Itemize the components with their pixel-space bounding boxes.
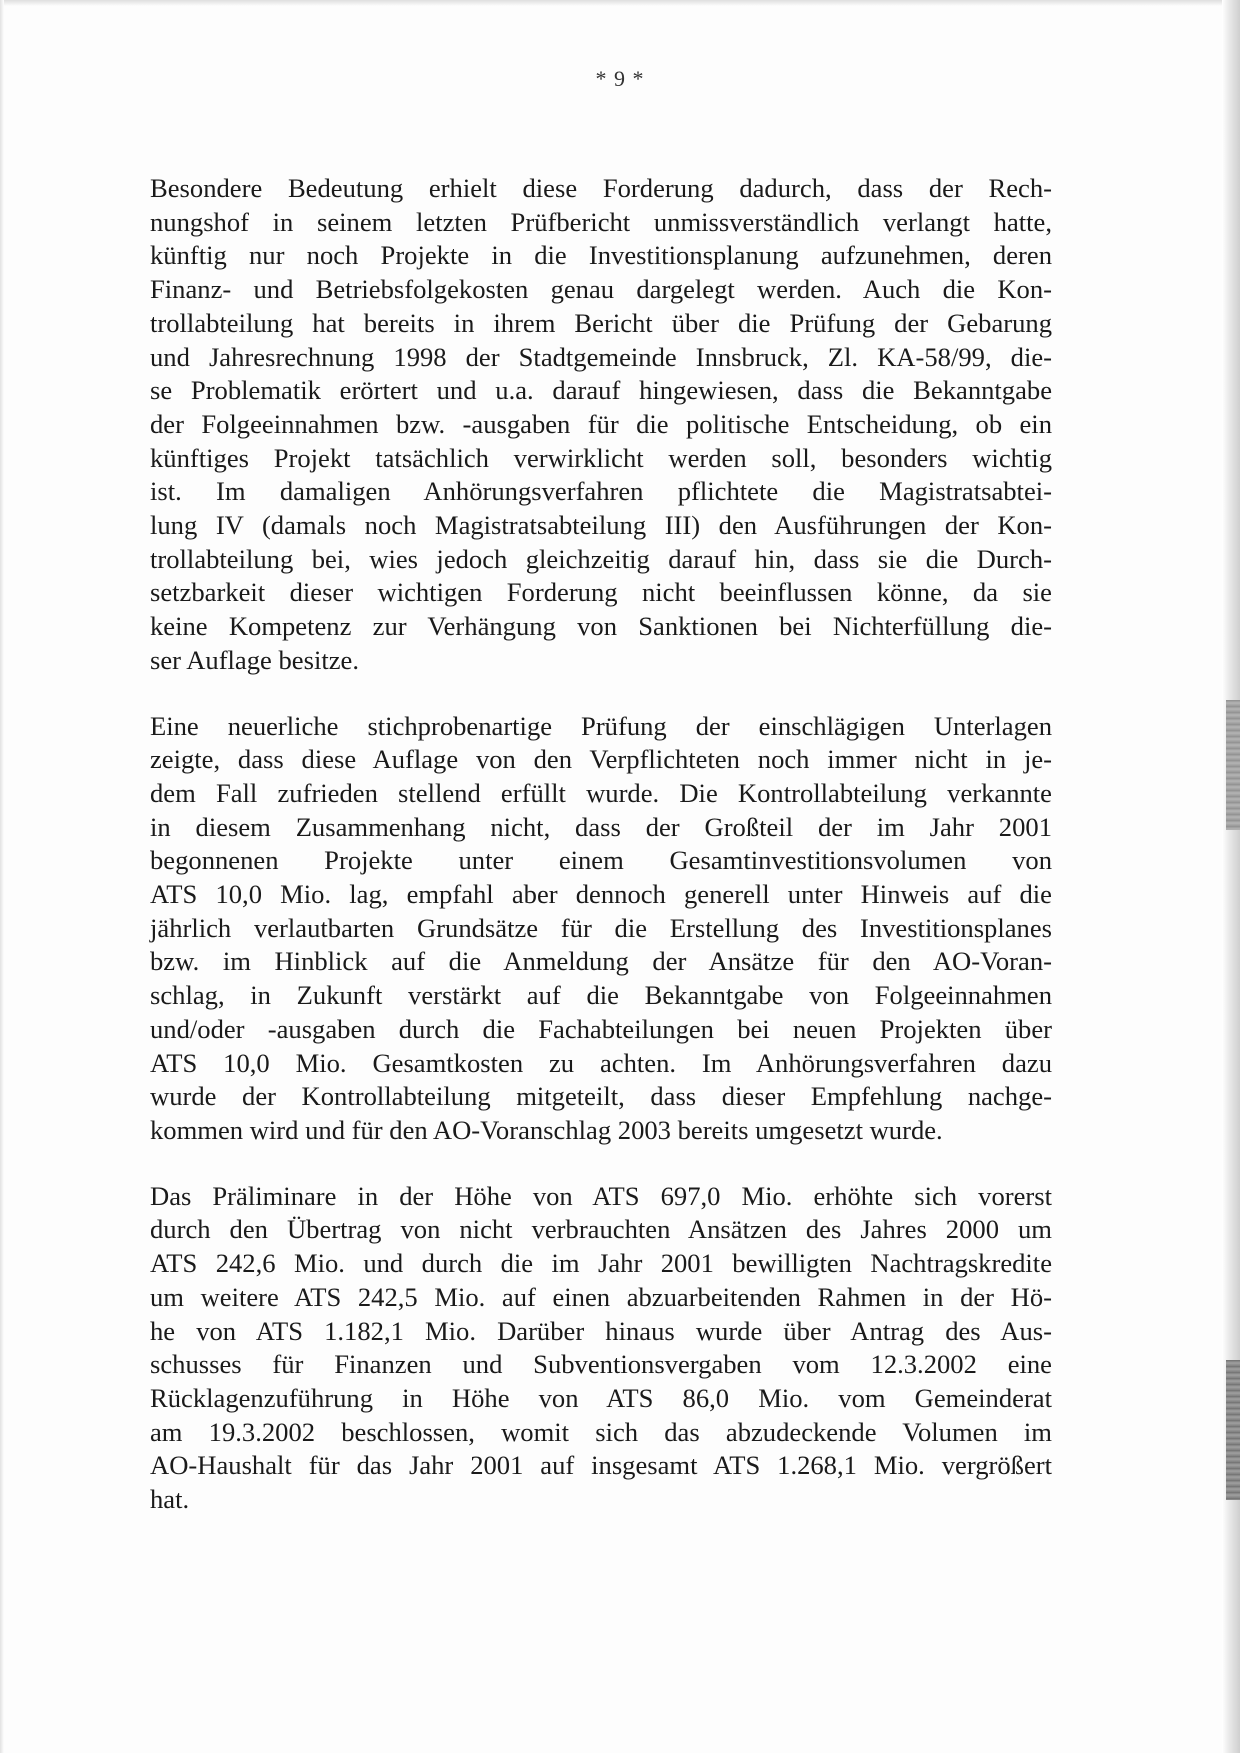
text-line: trollabteilung hat bereits in ihrem Bericht über die Prüfung der Gebarung	[150, 307, 1052, 338]
text-line: Rücklagenzuführung in Höhe von ATS 86,0 Mio. vom Gemeinderat	[150, 1382, 1052, 1413]
text-line: der Folgeeinnahmen bzw. -ausgaben für die politische Entscheidung, ob ein	[150, 408, 1052, 439]
text-line: wurde der Kontrollabteilung mitgeteilt, dass dieser Empfehlung nachge-	[150, 1081, 1052, 1112]
text-line: in diesem Zusammenhang nicht, dass der Großteil der im Jahr 2001	[150, 811, 1052, 842]
text-line: ATS 10,0 Mio. Gesamtkosten zu achten. Im Anhörungsverfahren dazu	[150, 1047, 1052, 1078]
text-line: jährlich verlautbarten Grundsätze für die Erstellung des Investitionsplanes	[150, 912, 1052, 943]
text-line: Besondere Bedeutung erhielt diese Forderung dadurch, dass der Rech-	[150, 173, 1052, 203]
text-line: schusses für Finanzen und Subventionsvergaben vom 12.3.2002 eine	[150, 1349, 1052, 1380]
text-line: künftig nur noch Projekte in die Investitionsplanung aufzunehmen, deren	[150, 240, 1052, 271]
page-number: * 9 *	[595, 66, 645, 91]
text-line: trollabteilung bei, wies jedoch gleichzeitig darauf hin, dass sie die Durch-	[150, 543, 1052, 574]
text-line: ATS 242,6 Mio. und durch die im Jahr 2001 bewilligten Nachtragskredite	[150, 1248, 1052, 1279]
text-line: he von ATS 1.182,1 Mio. Darüber hinaus wurde über Antrag des Aus-	[150, 1315, 1052, 1346]
paragraph-1	[150, 172, 1052, 678]
paragraph-2	[150, 710, 1052, 1148]
text-line: nungshof in seinem letzten Prüfbericht unmissverständlich verlangt hatte,	[150, 206, 1052, 237]
text-line: durch den Übertrag von nicht verbrauchten Ansätzen des Jahres 2000 um	[150, 1214, 1052, 1245]
scan-edge-top	[0, 0, 1240, 6]
document-body	[150, 172, 1052, 1549]
text-line: und Jahresrechnung 1998 der Stadtgemeinde Innsbruck, Zl. KA-58/99, die-	[150, 341, 1052, 372]
text-line: ser Auflage besitze.	[150, 644, 359, 675]
text-line: AO-Haushalt für das Jahr 2001 auf insgesamt ATS 1.268,1 Mio. vergrößert	[150, 1450, 1052, 1481]
text-line: um weitere ATS 242,5 Mio. auf einen abzuarbeitenden Rahmen in der Hö-	[150, 1281, 1052, 1312]
text-line: Das Präliminare in der Höhe von ATS 697,0 Mio. erhöhte sich vorerst	[150, 1180, 1052, 1211]
text-line: kommen wird und für den AO-Voranschlag 2003 bereits umgesetzt wurde.	[150, 1114, 943, 1145]
text-line: am 19.3.2002 beschlossen, womit sich das abzudeckende Volumen im	[150, 1416, 1052, 1447]
text-line: ist. Im damaligen Anhörungsverfahren pflichtete die Magistratsabtei-	[150, 476, 1052, 507]
text-line: lung IV (damals noch Magistratsabteilung III) den Ausführungen der Kon-	[150, 510, 1052, 541]
text-line: Eine neuerliche stichprobenartige Prüfung der einschlägigen Unterlagen	[150, 710, 1052, 741]
text-line: schlag, in Zukunft verstärkt auf die Bekanntgabe von Folgeeinnahmen	[150, 980, 1052, 1011]
text-line: dem Fall zufrieden stellend erfüllt wurde. Die Kontrollabteilung verkannte	[150, 777, 1052, 808]
scan-artifact-band	[1226, 700, 1240, 830]
text-line: hat.	[150, 1484, 190, 1515]
text-line: ATS 10,0 Mio. lag, empfahl aber dennoch generell unter Hinweis auf die	[150, 879, 1052, 910]
text-line: und/oder -ausgaben durch die Fachabteilungen bei neuen Projekten über	[150, 1013, 1052, 1044]
text-line: zeigte, dass diese Auflage von den Verpflichteten noch immer nicht in je-	[150, 744, 1052, 775]
scan-artifact-band	[1226, 1360, 1240, 1500]
text-line: Finanz- und Betriebsfolgekosten genau dargelegt werden. Auch die Kon-	[150, 274, 1052, 305]
text-line: begonnenen Projekte unter einem Gesamtinvestitionsvolumen von	[150, 845, 1052, 876]
text-line: künftiges Projekt tatsächlich verwirklicht werden soll, besonders wichtig	[150, 442, 1052, 473]
text-line: se Problematik erörtert und u.a. darauf hingewiesen, dass die Bekanntgabe	[150, 375, 1052, 406]
text-line: setzbarkeit dieser wichtigen Forderung nicht beeinflussen könne, da sie	[150, 577, 1052, 608]
scan-edge-left	[0, 0, 4, 1753]
paragraph-3	[150, 1180, 1052, 1517]
text-line: bzw. im Hinblick auf die Anmeldung der Ansätze für den AO-Voran-	[150, 946, 1052, 977]
text-line: keine Kompetenz zur Verhängung von Sanktionen bei Nichterfüllung die-	[150, 611, 1052, 642]
